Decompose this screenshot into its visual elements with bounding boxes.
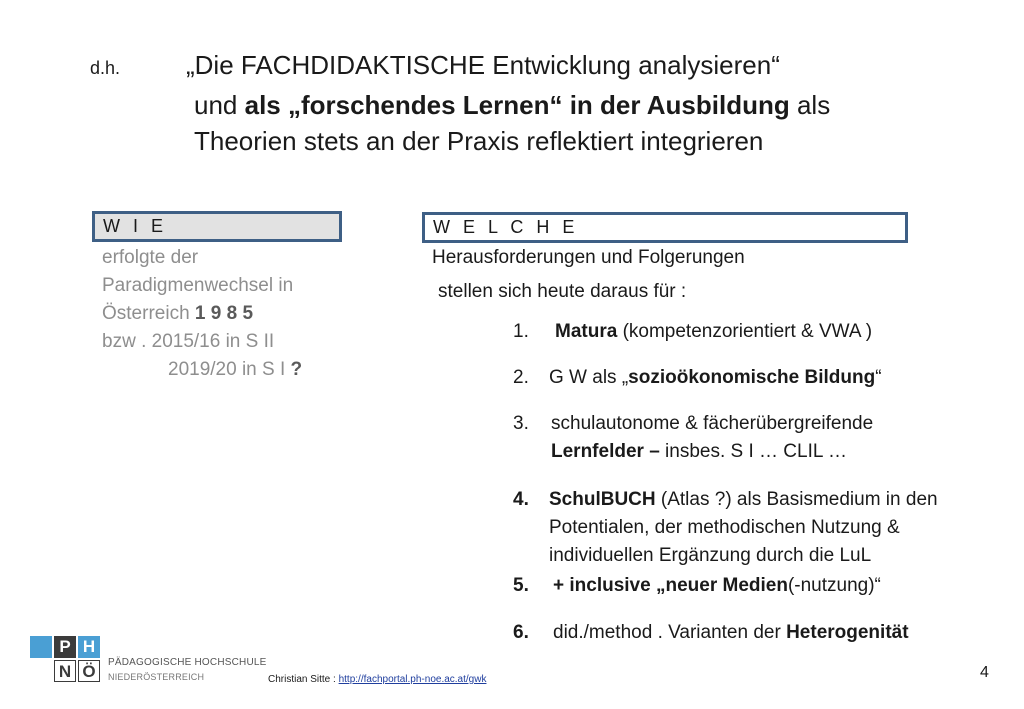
wie-year-1985: 1 9 8 5	[194, 303, 254, 324]
footer-author: Christian Sitte :	[268, 674, 339, 685]
list-item-6	[513, 619, 909, 647]
list-item-3-rest: insbes. S I … CLIL …	[659, 441, 848, 462]
school-name-line-2: NIEDERÖSTERREICH	[108, 672, 205, 682]
title-line-2	[194, 88, 830, 122]
footer-link[interactable]: http://fachportal.ph-noe.ac.at/gwk	[338, 674, 487, 685]
title-line-1: „Die FACHDIDAKTISCHE Entwicklung analysieren“	[186, 50, 780, 80]
title-line-2-pre: und	[194, 90, 245, 120]
list-item-4	[513, 486, 938, 514]
list-item-4-number: 4.	[513, 489, 529, 510]
school-name-line-1: PÄDAGOGISCHE HOCHSCHULE	[108, 657, 267, 668]
list-item-3-line-1: schulautonome & fächerübergreifende	[551, 413, 874, 434]
list-item-4-line-3: individuellen Ergänzung durch die LuL	[549, 545, 872, 566]
list-item-1-bold: Matura	[555, 321, 618, 342]
list-item-2-pre: G W als „	[549, 367, 629, 388]
list-item-5-bold: + inclusive „neuer Medien	[553, 575, 788, 596]
logo-cell-blue	[30, 636, 52, 658]
wie-text-line-4: bzw . 2015/16 in S II	[102, 331, 275, 352]
wie-text-line-2: Paradigmenwechsel in	[102, 275, 294, 296]
list-item-3-number: 3.	[513, 413, 529, 434]
wie-question-mark: ?	[290, 359, 303, 380]
list-item-4-line-2: Potentialen, der methodischen Nutzung &	[549, 517, 900, 538]
list-item-5	[513, 572, 881, 600]
welche-text-line-1: Herausforderungen und Folgerungen	[432, 247, 745, 268]
logo-letter-n: N	[54, 660, 76, 682]
wie-text-line-1: erfolgte der	[102, 247, 199, 268]
list-item-3-line-2	[551, 438, 847, 466]
ph-noe-logo	[30, 636, 102, 684]
list-item-3-bold: Lernfelder –	[551, 441, 660, 462]
list-item-2-number: 2.	[513, 367, 529, 388]
list-item-6-bold: Heterogenität	[786, 622, 909, 643]
welche-text-line-2: stellen sich heute daraus für :	[438, 281, 687, 302]
wie-heading-label: W I E	[103, 216, 167, 236]
list-item-1-number: 1.	[513, 321, 529, 342]
wie-text-line-3	[102, 300, 253, 328]
list-item-5-text: (-nutzung)“	[787, 575, 881, 596]
wie-text-line-5-pre: 2019/20 in S I	[168, 359, 291, 380]
title-line-2-bold: als „forschendes Lernen“ in der Ausbildung	[244, 90, 790, 120]
list-item-1	[513, 318, 872, 346]
list-item-2	[513, 364, 882, 392]
list-item-2-post: “	[875, 367, 882, 388]
list-item-6-number: 6.	[513, 622, 529, 643]
logo-letter-o: Ö	[78, 660, 100, 682]
welche-heading-label: W E L C H E	[433, 217, 579, 237]
title-line-3: Theorien stets an der Praxis reflektiert integrieren	[194, 126, 764, 156]
list-item-3	[513, 410, 873, 438]
footer-credit	[268, 674, 486, 685]
page-number: 4	[980, 664, 989, 681]
wie-text-line-3-pre: Österreich	[102, 303, 195, 324]
list-item-1-text: (kompetenzorientiert & VWA )	[617, 321, 873, 342]
list-item-4-bold: SchulBUCH	[549, 489, 656, 510]
list-item-6-pre: did./method . Varianten der	[553, 622, 787, 643]
list-item-2-bold: sozioökonomische Bildung	[628, 367, 876, 388]
title-prefix: d.h.	[90, 58, 121, 78]
welche-heading-box	[422, 212, 908, 243]
logo-letter-p: P	[54, 636, 76, 658]
list-item-4-text: (Atlas ?) als Basismedium in den	[655, 489, 938, 510]
title-line-2-post: als	[789, 90, 831, 120]
logo-letter-h: H	[78, 636, 100, 658]
list-item-5-number: 5.	[513, 575, 529, 596]
wie-text-line-5	[168, 356, 302, 384]
wie-heading-box	[92, 211, 342, 242]
